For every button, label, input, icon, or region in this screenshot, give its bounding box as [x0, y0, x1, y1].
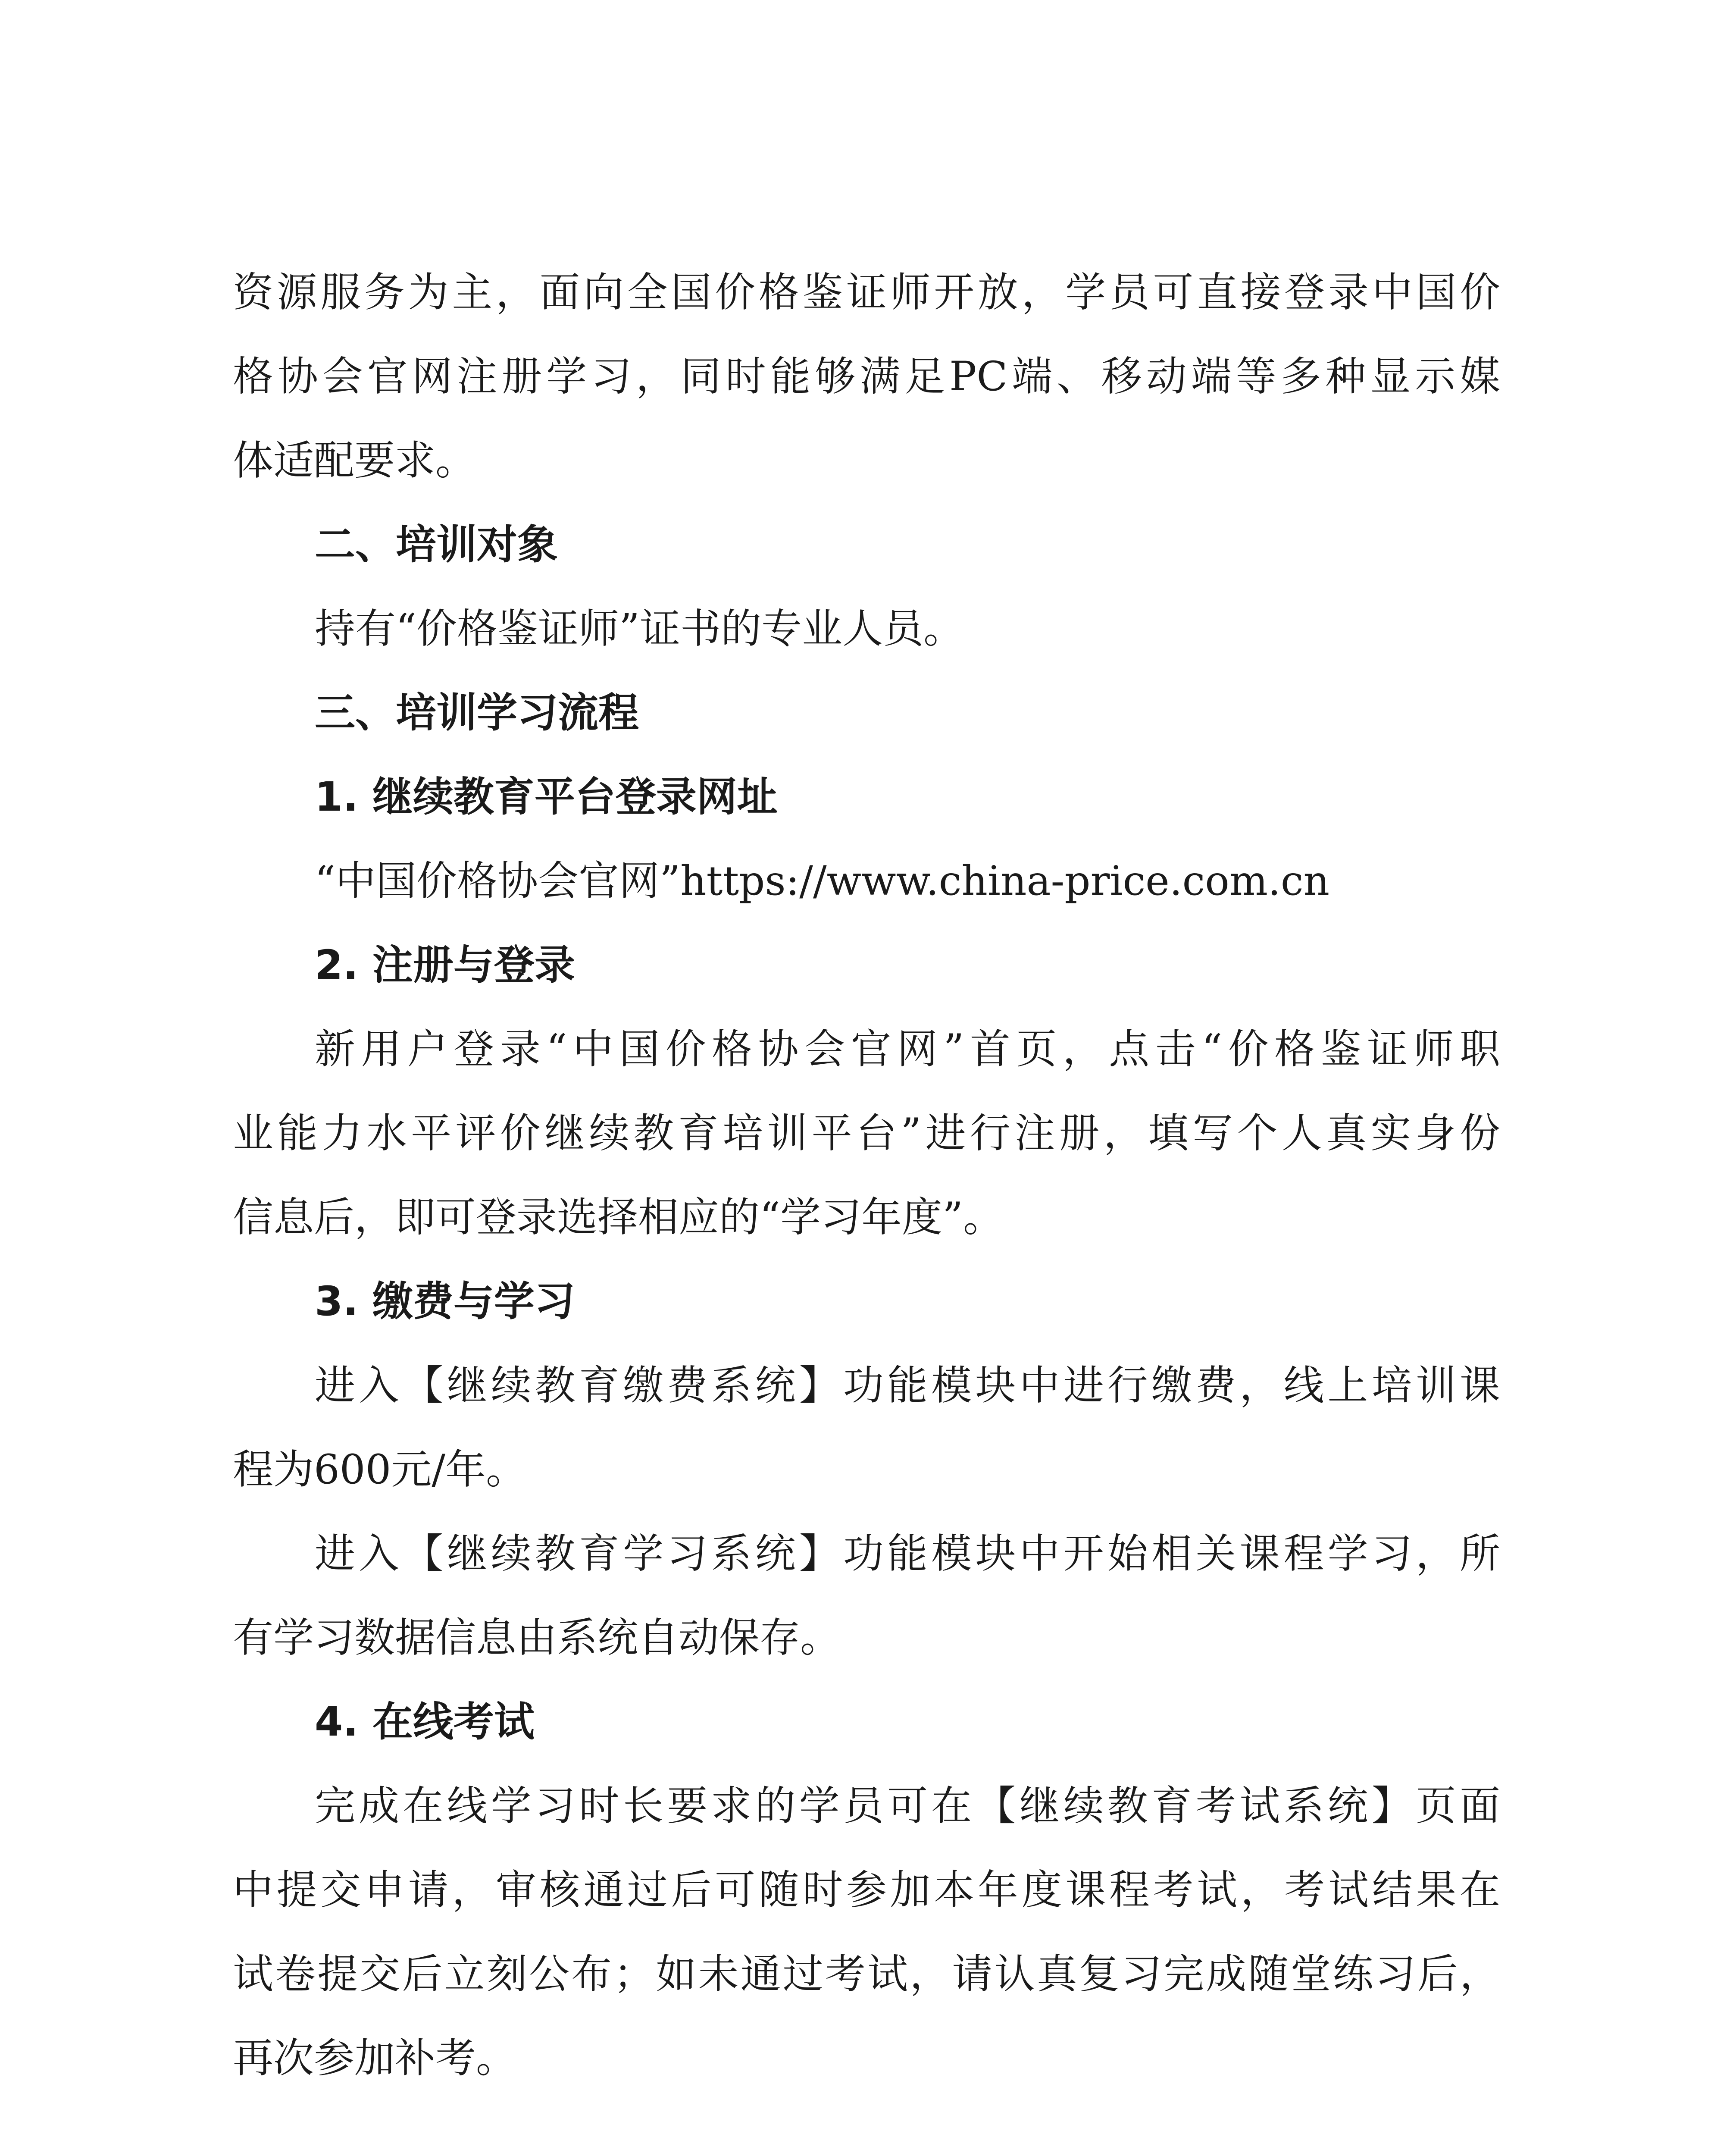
- section-heading: 三、培训学习流程: [315, 689, 639, 736]
- section-heading: 二、培训对象: [315, 521, 558, 568]
- paragraph-line: 新用户登录“中国价格协会官网”首页，点击“价格鉴证师职: [315, 1026, 1500, 1073]
- paragraph-line: 格协会官网注册学习，同时能够满足PC端、移动端等多种显示媒: [233, 353, 1500, 400]
- paragraph-line: 再次参加补考。: [233, 2035, 517, 2082]
- paragraph-line: 有学习数据信息由系统自动保存。: [233, 1614, 841, 1661]
- subsection-heading: 4. 在线考试: [315, 1698, 535, 1745]
- paragraph-line: 体适配要求。: [233, 437, 476, 484]
- paragraph-line: 资源服务为主，面向全国价格鉴证师开放，学员可直接登录中国价: [233, 269, 1500, 316]
- paragraph-line: 信息后，即可登录选择相应的“学习年度”。: [233, 1194, 1004, 1241]
- paragraph-line: 中提交申请，审核通过后可随时参加本年度课程考试，考试结果在: [233, 1867, 1500, 1914]
- subsection-heading: 2. 注册与登录: [315, 942, 575, 989]
- website-url-line: “中国价格协会官网”https://www.china-price.com.cn: [315, 858, 1330, 905]
- paragraph-line: 试卷提交后立刻公布；如未通过考试，请认真复习完成随堂练习后，: [233, 1951, 1500, 1998]
- paragraph-line: 程为600元/年。: [233, 1446, 527, 1493]
- subsection-heading: 3. 缴费与学习: [315, 1278, 575, 1325]
- paragraph-line: 进入【继续教育缴费系统】功能模块中进行缴费，线上培训课: [315, 1362, 1500, 1409]
- paragraph-line: 持有“价格鉴证师”证书的专业人员。: [315, 605, 964, 652]
- paragraph-line: 完成在线学习时长要求的学员可在【继续教育考试系统】页面: [315, 1783, 1500, 1830]
- paragraph-line: 业能力水平评价继续教育培训平台”进行注册，填写个人真实身份: [233, 1110, 1500, 1157]
- subsection-heading: 1. 继续教育平台登录网址: [315, 774, 778, 821]
- paragraph-line: 进入【继续教育学习系统】功能模块中开始相关课程学习，所: [315, 1530, 1500, 1577]
